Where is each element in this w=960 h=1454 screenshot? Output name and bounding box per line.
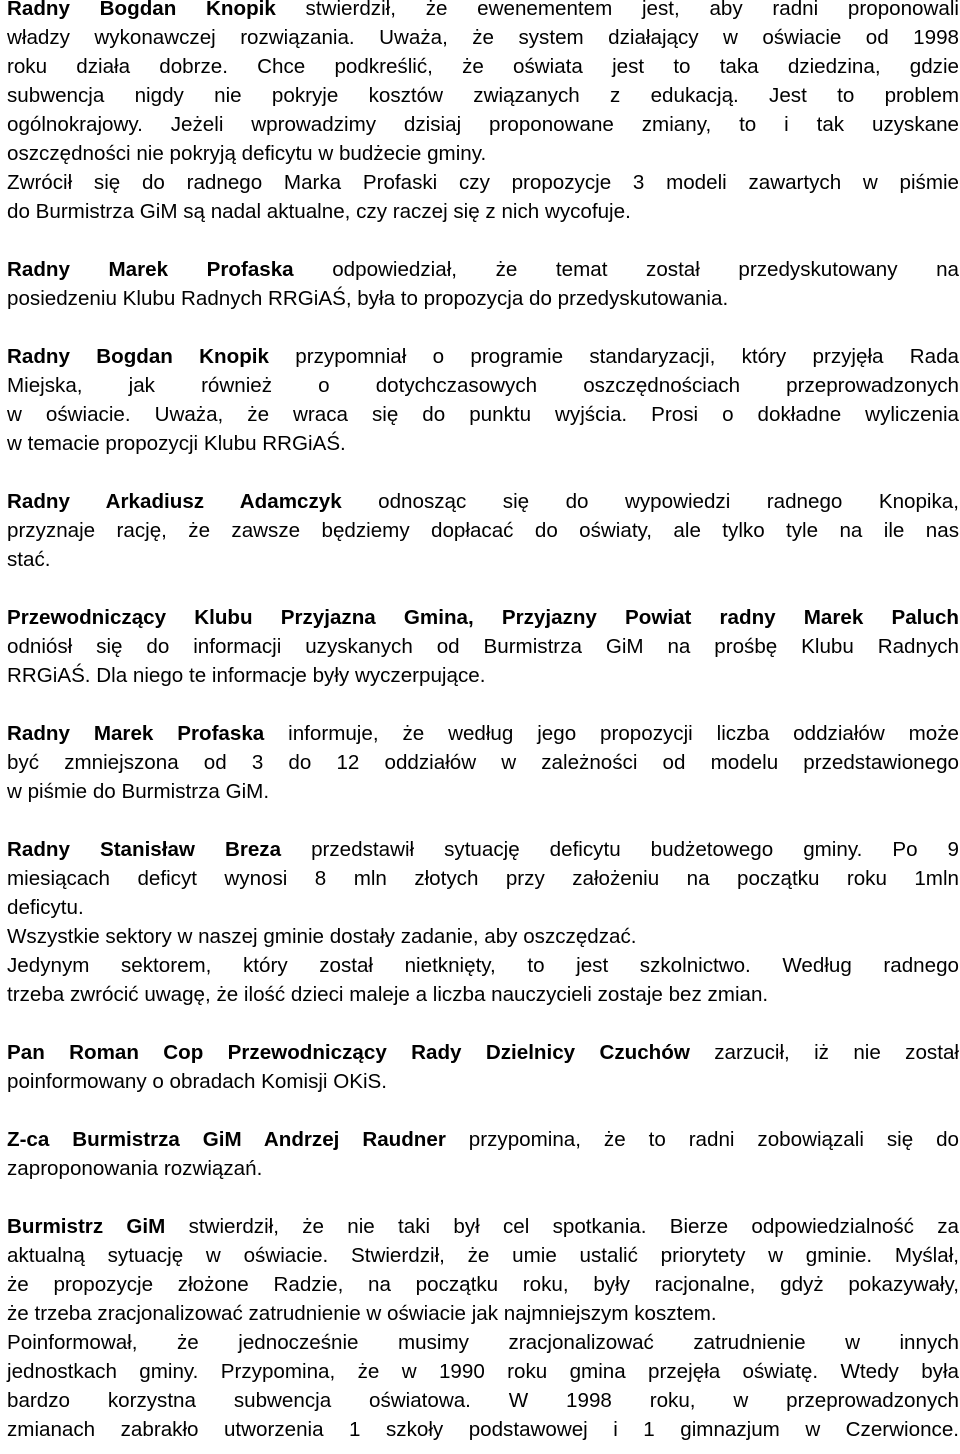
text-line: [7, 400, 959, 429]
minutes-paragraph: [7, 603, 959, 690]
text-line: [7, 23, 959, 52]
text-line: [7, 1415, 959, 1444]
speaker-name: Radny Stanisław Breza: [7, 838, 282, 861]
line-text: jednostkach gminy. Przypomina, że w 1990 roku gmina przejęła oświatę. Wtedy była: [7, 1360, 959, 1383]
text-line: [7, 168, 959, 197]
speaker-name: Burmistrz GiM: [7, 1215, 166, 1238]
text-line: [7, 1299, 959, 1328]
line-text: przypomniał o programie standaryzacji, który przyjęła Rada: [268, 345, 960, 368]
minutes-paragraph: [7, 0, 959, 226]
text-line: [7, 864, 959, 893]
text-line: [7, 777, 959, 806]
text-line: [7, 52, 959, 81]
text-line: [7, 139, 959, 168]
line-text: zmianach zabrakło utworzenia 1 szkoły podstawowej i 1 gimnazjum w Czerwionce.: [7, 1418, 959, 1441]
minutes-paragraph: [7, 1125, 959, 1183]
text-line: [7, 342, 959, 371]
text-line: [7, 371, 959, 400]
text-line: [7, 893, 959, 922]
speaker-name: Radny Marek Profaska: [7, 258, 294, 281]
line-text: stać.: [7, 548, 51, 571]
text-line: [7, 980, 959, 1009]
text-line: [7, 1386, 959, 1415]
text-line: [7, 1328, 959, 1357]
text-line: [7, 1125, 959, 1154]
minutes-paragraph: [7, 719, 959, 806]
line-text: posiedzeniu Klubu Radnych RRGiAŚ, była to propozycja do przedyskutowania.: [7, 287, 729, 310]
line-text: odpowiedział, że temat został przedyskutowany na: [293, 258, 959, 281]
line-text: Wszystkie sektory w naszej gminie dostały zadanie, aby oszczędzać.: [7, 925, 637, 948]
line-text: subwencja nigdy nie pokryje kosztów związanych z edukacją. Jest to problem: [7, 84, 959, 107]
text-line: [7, 1357, 959, 1386]
line-text: że trzeba zracjonalizować zatrudnienie w oświacie jak najmniejszym kosztem.: [7, 1302, 717, 1325]
line-text: trzeba zwrócić uwagę, że ilość dzieci maleje a liczba nauczycieli zostaje bez zmian.: [7, 983, 769, 1006]
text-line: [7, 951, 959, 980]
line-text: deficytu.: [7, 896, 84, 919]
text-line: [7, 922, 959, 951]
line-text: zarzucił, iż nie został: [689, 1041, 959, 1064]
line-text: odnosząc się do wypowiedzi radnego Knopika,: [341, 490, 959, 513]
line-text: Miejska, jak również o dotychczasowych oszczędnościach przeprowadzonych: [7, 374, 959, 397]
text-line: [7, 487, 959, 516]
line-text: bardzo korzystna subwencja oświatowa. W 1998 roku, w przeprowadzonych: [7, 1389, 959, 1412]
line-text: poinformowany o obradach Komisji OKiS.: [7, 1070, 388, 1093]
text-line: [7, 429, 959, 458]
line-text: miesiącach deficyt wynosi 8 mln złotych przy założeniu na początku roku 1mln: [7, 867, 959, 890]
text-line: [7, 835, 959, 864]
text-line: [7, 81, 959, 110]
text-line: [7, 0, 959, 23]
minutes-paragraph: [7, 342, 959, 458]
line-text: w temacie propozycji Klubu RRGiAŚ.: [7, 432, 346, 455]
text-line: [7, 661, 959, 690]
speaker-name: Radny Marek Profaska: [7, 722, 265, 745]
text-line: [7, 632, 959, 661]
speaker-name: Z-ca Burmistrza GiM Andrzej Raudner: [7, 1128, 446, 1151]
line-text: roku działa dobrze. Chce podkreślić, że oświata jest to taka dziedzina, gdzie: [7, 55, 959, 78]
line-text: w oświacie. Uważa, że wraca się do punktu wyjścia. Prosi o dokładne wyliczenia: [7, 403, 959, 426]
minutes-paragraph: [7, 255, 959, 313]
line-text: ogólnokrajowy. Jeżeli wprowadzimy dzisiaj proponowane zmiany, to i tak uzyskane: [7, 113, 959, 136]
text-line: [7, 545, 959, 574]
minutes-paragraph: [7, 487, 959, 574]
minutes-paragraph: [7, 1212, 959, 1444]
text-line: [7, 1154, 959, 1183]
line-text: Poinformował, że jednocześnie musimy zracjonalizować zatrudnienie w innych: [7, 1331, 959, 1354]
text-line: [7, 719, 959, 748]
text-line: [7, 1241, 959, 1270]
speaker-name: Radny Arkadiusz Adamczyk: [7, 490, 342, 513]
minutes-paragraph: [7, 835, 959, 1009]
line-text: Jedynym sektorem, który został nietknięty, to jest szkolnictwo. Według radnego: [7, 954, 959, 977]
speaker-name: Pan Roman Cop Przewodniczący Rady Dzielnicy Czuchów: [7, 1041, 690, 1064]
text-line: [7, 255, 959, 284]
line-text: Zwrócił się do radnego Marka Profaski czy propozycje 3 modeli zawartych w piśmie: [7, 171, 959, 194]
line-text: że propozycje złożone Radzie, na początku roku, były racjonalne, gdyż pokazywały,: [7, 1273, 959, 1296]
line-text: do Burmistrza GiM są nadal aktualne, czy raczej się z nich wycofuje.: [7, 200, 631, 223]
text-line: [7, 284, 959, 313]
line-text: aktualną sytuację w oświacie. Stwierdził, że umie ustalić priorytety w gminie. Myślał,: [7, 1244, 959, 1267]
speaker-name: Radny Bogdan Knopik: [7, 0, 276, 20]
text-line: [7, 516, 959, 545]
speaker-name: Przewodniczący Klubu Przyjazna Gmina, Przyjazny Powiat radny Marek Paluch: [7, 606, 959, 629]
line-text: oszczędności nie pokryją deficytu w budżecie gminy.: [7, 142, 487, 165]
line-text: RRGiAŚ. Dla niego te informacje były wyczerpujące.: [7, 664, 486, 687]
line-text: być zmniejszona od 3 do 12 oddziałów w zależności od modelu przedstawionego: [7, 751, 959, 774]
text-line: [7, 603, 959, 632]
text-line: [7, 110, 959, 139]
text-line: [7, 1270, 959, 1299]
text-line: [7, 748, 959, 777]
line-text: przypomina, że to radni zobowiązali się do: [445, 1128, 959, 1151]
text-line: [7, 1067, 959, 1096]
text-line: [7, 1038, 959, 1067]
line-text: przyznaje rację, że zawsze będziemy dopłacać do oświaty, ale tylko tyle na ile nas: [7, 519, 959, 542]
speaker-name: Radny Bogdan Knopik: [7, 345, 269, 368]
text-line: [7, 1212, 959, 1241]
line-text: informuje, że według jego propozycji liczba oddziałów może: [264, 722, 959, 745]
minutes-paragraph: [7, 1038, 959, 1096]
line-text: stwierdził, że nie taki był cel spotkania. Bierze odpowiedzialność za: [165, 1215, 959, 1238]
line-text: władzy wykonawczej rozwiązania. Uważa, że system działający w oświacie od 1998: [7, 26, 959, 49]
line-text: stwierdził, że ewenementem jest, aby radni proponowali: [275, 0, 959, 20]
line-text: zaproponowania rozwiązań.: [7, 1157, 263, 1180]
line-text: przedstawił sytuację deficytu budżetowego gminy. Po 9: [281, 838, 959, 861]
line-text: w piśmie do Burmistrza GiM.: [7, 780, 270, 803]
text-line: [7, 197, 959, 226]
line-text: odniósł się do informacji uzyskanych od Burmistrza GiM na prośbę Klubu Radnych: [7, 635, 959, 658]
